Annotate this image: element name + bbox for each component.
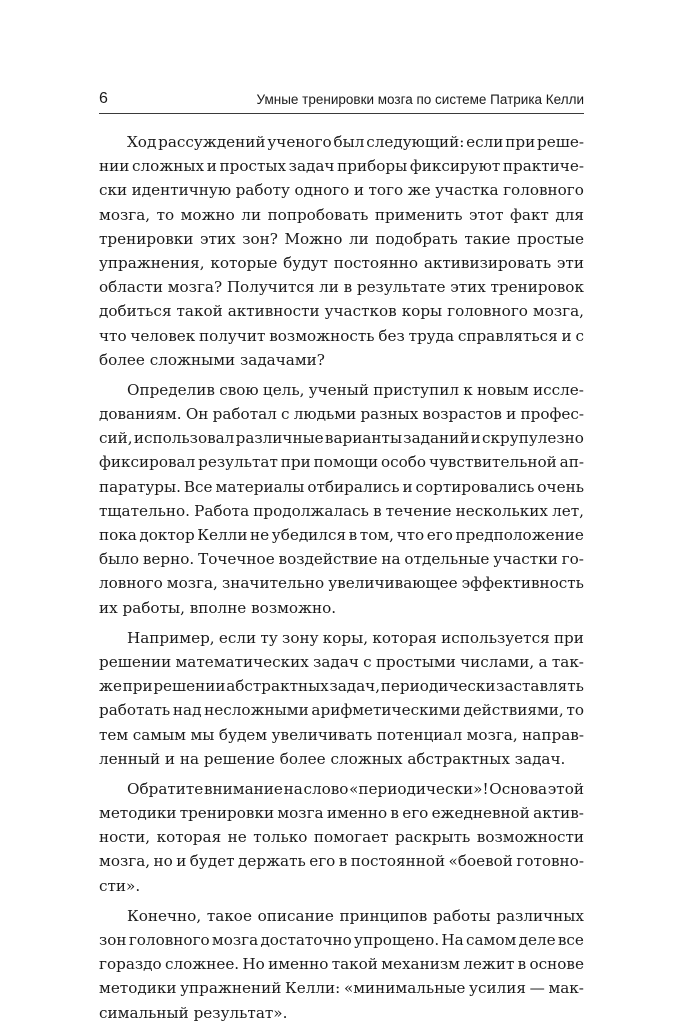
paragraph (99, 626, 584, 771)
text-line: сти». (99, 876, 141, 895)
text-line: паратуры. Все материалы отбирались и сортировались очень (99, 477, 584, 496)
text-line: Например, если ту зону коры, которая используется при (127, 628, 584, 647)
text-line: фиксировал результат при помощи особо чувствительной ап- (99, 453, 584, 472)
text-line: было верно. Точечное воздействие на отдельные участки го- (99, 550, 584, 569)
text-line: методики тренировки мозга именно в его ежедневной актив- (99, 804, 584, 823)
text-line: симальный результат». (99, 1003, 288, 1022)
text-line: работать над несложными арифметическими действиями, то (99, 701, 584, 720)
text-line: более сложными задачами? (99, 350, 325, 369)
text-line: методики упражнений Келли: «минимальные усилия — мак- (99, 979, 584, 998)
text-line: что человек получит возможность без труда справляться и с (99, 326, 584, 345)
text-line: ски идентичную работу одного и того же участка головного (99, 181, 584, 200)
paragraph (99, 904, 584, 1025)
text-line: же при решении абстрактных задач, периодически заставлять (99, 677, 584, 696)
text-line: тем самым мы будем увеличивать потенциал мозга, направ- (99, 725, 584, 744)
paragraph (99, 378, 584, 620)
text-line: Ход рассуждений ученого был следующий: если при реше- (127, 133, 584, 151)
text-line: решении математических задач с простыми числами, а так- (99, 652, 584, 671)
body-text (99, 130, 584, 1025)
page-number: 6 (99, 90, 108, 107)
paragraph (99, 130, 584, 372)
text-line: ленный и на решение более сложных абстрактных задач. (99, 749, 566, 768)
paragraph (99, 777, 584, 898)
text-line: мозга, то можно ли попробовать применить этот факт для (99, 205, 584, 224)
text-line: Конечно, такое описание принципов работы различных (127, 906, 584, 925)
text-line: ловного мозга, значительно увеличивающее эффективность (99, 574, 584, 593)
text-line: Обратите внимание на слово «периодически»! Основа этой (127, 779, 584, 798)
text-line: упражнения, которые будут постоянно активизировать эти (99, 253, 584, 272)
text-line: области мозга? Получится ли в результате этих тренировок (99, 278, 584, 297)
text-line: сий, использовал различные варианты заданий и скрупулезно (99, 429, 584, 448)
text-line: тщательно. Работа продолжалась в течение нескольких лет, (99, 501, 584, 520)
running-title: Умные тренировки мозга по системе Патрика Келли (256, 92, 584, 107)
running-header (99, 89, 584, 114)
text-line: гораздо сложнее. Но именно такой механизм лежит в основе (99, 955, 584, 974)
text-line: добиться такой активности участков коры головного мозга, (99, 302, 584, 321)
text-line: мозга, но и будет держать его в постоянной «боевой готовно- (99, 852, 584, 871)
text-line: нии сложных и простых задач приборы фиксируют практиче- (99, 157, 584, 176)
text-line: ности, которая не только помогает раскрыть возможности (99, 828, 584, 847)
text-line: зон головного мозга достаточно упрощено. На самом деле все (99, 931, 584, 949)
text-line: их работы, вполне возможно. (99, 598, 337, 617)
text-line: дованиям. Он работал с людьми разных возрастов и профес- (99, 405, 584, 424)
text-line: Определив свою цель, ученый приступил к новым иссле- (127, 380, 584, 399)
text-line: пока доктор Келли не убедился в том, что его предположение (99, 526, 584, 544)
text-line: тренировки этих зон? Можно ли подобрать такие простые (99, 229, 584, 248)
